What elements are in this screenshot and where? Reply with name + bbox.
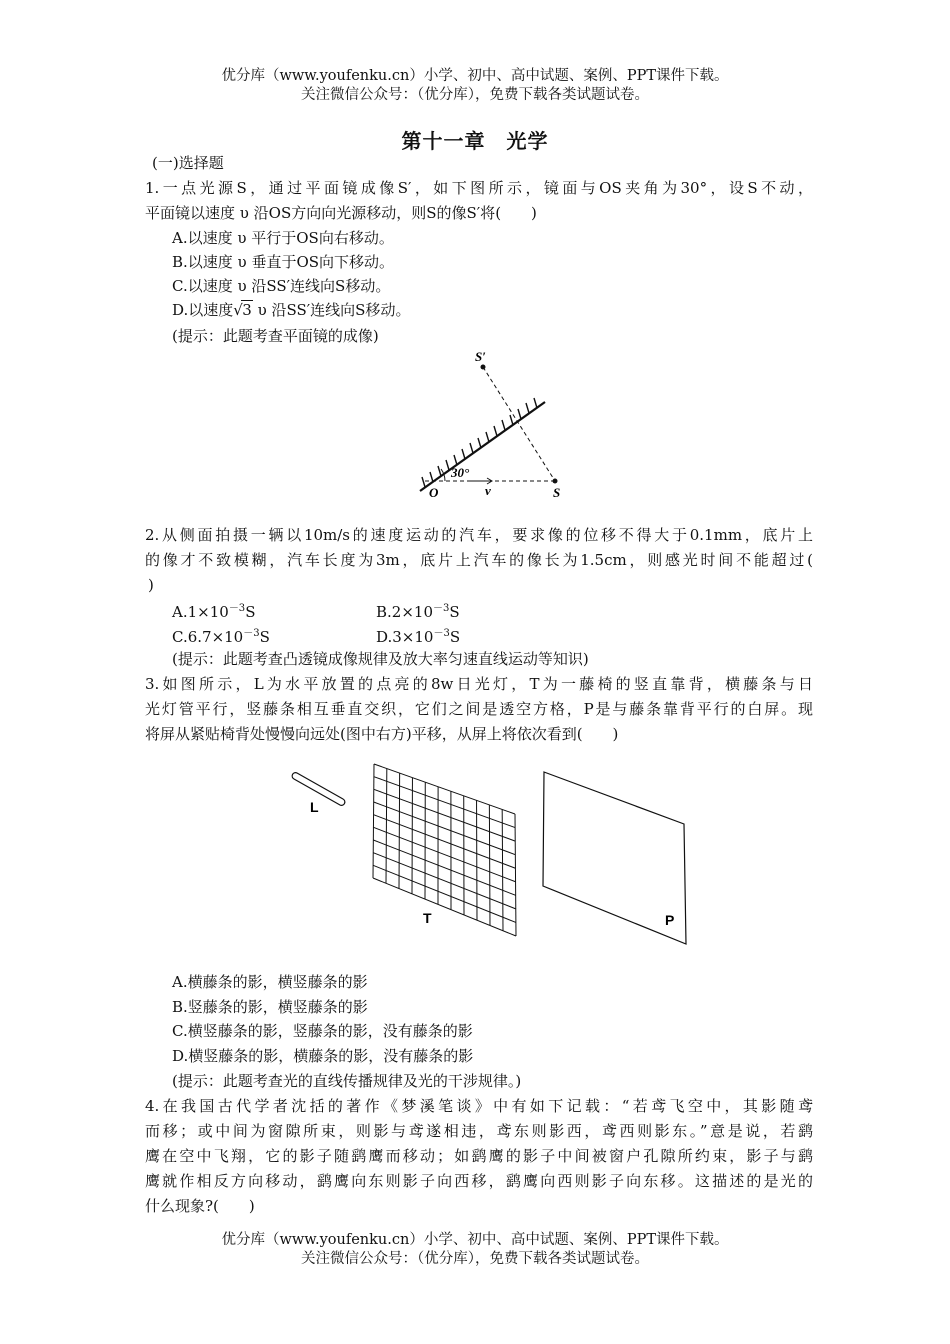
q2-option-a: [172, 599, 255, 622]
horizontal-rattan-strip: [374, 764, 515, 814]
horizontal-rattan-strip: [374, 777, 515, 828]
q3-line-3: 将屏从紧贴椅背处慢慢向远处(图中右方)平移，从屏上将依次看到( ): [145, 725, 619, 743]
horizontal-rattan-strip: [373, 853, 516, 909]
horizontal-rattan-strip: [374, 815, 516, 869]
ss-prime-dashed-line: [483, 367, 555, 481]
mirror-line: [420, 402, 545, 491]
vertical-rattan-strip: [399, 773, 400, 888]
mirror-diagram: [405, 345, 575, 505]
label-t: T: [423, 910, 432, 926]
q2-option-b-base: B.2×10: [376, 603, 433, 621]
q1-option-b: B.以速度 υ 垂直于OS向下移动。: [172, 253, 395, 271]
vertical-rattan-strip: [386, 769, 387, 884]
q2-option-c-exp: －3: [243, 628, 260, 639]
q2-option-a-exp: －3: [228, 603, 246, 614]
chapter-title: 第十一章 光学: [401, 129, 549, 153]
q2-option-c-unit: S: [259, 628, 270, 646]
q4-line-4: 鹰就作相反方向移动，鹞鹰向东则影子向西移，鹞鹰向西则影子向东移。这描述的是光的: [145, 1172, 813, 1190]
q3-option-d: D.横竖藤条的影，横藤条的影，没有藤条的影: [172, 1047, 474, 1065]
q3-line-1: 3.如图所示，L为水平放置的点亮的8w日光灯，T为一藤椅的竖直靠背，横藤条与日: [145, 675, 813, 693]
lamp-rattan-screen-diagram: [285, 758, 695, 948]
page-header: [0, 67, 950, 105]
header-line-2: 关注微信公众号：（优分库），免费下载各类试题试卷。: [301, 87, 649, 103]
q2-hint: (提示：此题考查凸透镜成像规律及放大率匀速直线运动等知识): [172, 650, 589, 668]
label-s: S: [553, 485, 561, 500]
q3-option-c: C.横竖藤条的影，竖藤条的影，没有藤条的影: [172, 1022, 473, 1040]
q2-option-b-unit: S: [449, 603, 460, 621]
q1-hint: (提示：此题考查平面镜的成像): [172, 327, 379, 345]
q2-option-a-unit: S: [245, 603, 256, 621]
q4-line-2: 而移；或中间为窗隙所束，则影与鸢遂相违，鸢东则影西，鸢西则影东。”意是说，若鹞: [145, 1122, 813, 1140]
footer-line-2: 关注微信公众号：（优分库），免费下载各类试题试卷。: [301, 1251, 649, 1267]
header-line-1: 优分库（www.youfenku.cn）小学、初中、高中试题、案例、PPT课件下载。: [221, 68, 729, 84]
section-label: (一)选择题: [152, 154, 224, 172]
q4-line-1: 4.在我国古代学者沈括的著作《梦溪笔谈》中有如下记载：“若鸢飞空中，其影随鸢: [145, 1097, 813, 1115]
q4-line-3: 鹰在空中飞翔，它的影子随鹞鹰而移动；如鹞鹰的影子中间被窗户孔隙所约束，影子与鹞: [145, 1147, 813, 1165]
vertical-rattan-strip: [373, 764, 374, 878]
q3-line-2: 光灯管平行，竖藤条相互垂直交织，它们之间是透空方格，P是与藤条靠背平行的白屏。现: [145, 700, 813, 718]
q2-option-b-exp: －3: [433, 603, 450, 614]
label-o: O: [429, 485, 439, 500]
q1-line-2: 平面镜以速度 υ 沿OS方向向光源移动，则S的像S′将( ): [145, 204, 537, 222]
q2-option-c-base: C.6.7×10: [172, 628, 244, 646]
sqrt-symbol: √ 3: [233, 301, 252, 319]
q3-option-b: B.竖藤条的影，横竖藤条的影: [172, 998, 368, 1016]
q2-option-d: [376, 624, 460, 647]
footer-line-1: 优分库（www.youfenku.cn）小学、初中、高中试题、案例、PPT课件下载。: [221, 1232, 729, 1248]
q2-option-c: [172, 624, 270, 647]
vertical-rattan-strip: [489, 805, 490, 926]
label-angle: 30°: [451, 465, 470, 480]
label-v: v: [485, 483, 491, 498]
vertical-rattan-strip: [502, 809, 503, 930]
q3-option-a: A.横藤条的影，横竖藤条的影: [172, 973, 368, 991]
q4-line-5: 什么现象?( ): [145, 1197, 255, 1215]
q2-line-3: ): [148, 576, 154, 594]
q2-option-a-base: A.1×10: [172, 603, 229, 621]
sqrt-radicand: 3: [242, 301, 252, 319]
q1-option-a: A.以速度 υ 平行于OS向右移动。: [172, 229, 394, 247]
q1-option-d-suffix: υ 沿SS′连线向S移动。: [252, 301, 411, 319]
vertical-rattan-strip: [515, 814, 516, 936]
label-p: P: [665, 912, 675, 928]
page-footer: [0, 1231, 950, 1269]
label-l: L: [310, 799, 319, 815]
q2-option-b: [376, 599, 460, 622]
rattan-grid: [373, 764, 516, 936]
label-s-prime: S′: [475, 349, 486, 364]
q2-line-1: 2.从侧面拍摄一辆以10m/s的速度运动的汽车，要求像的位移不得大于0.1mm，底片上: [145, 526, 813, 544]
q2-option-d-base: D.3×10: [376, 628, 434, 646]
q1-line-1: 1.一点光源S，通过平面镜成像S′，如下图所示，镜面与OS夹角为30°，设S不动，: [145, 179, 813, 197]
horizontal-rattan-strip: [374, 789, 515, 841]
q1-option-d-prefix: D.以速度: [172, 301, 234, 319]
q2-line-2: 的像才不致模糊，汽车长度为3m，底片上汽车的像长为1.5cm，则感光时间不能超过(: [145, 551, 813, 569]
q2-option-d-exp: －3: [433, 628, 450, 639]
q2-option-d-unit: S: [449, 628, 461, 646]
point-s-prime: [481, 365, 486, 370]
q3-hint: (提示：此题考查光的直线传播规律及光的干涉规律。): [172, 1072, 522, 1090]
q1-option-c: C.以速度 υ 沿SS′连线向S移动。: [172, 277, 391, 295]
q1-option-d: [172, 300, 410, 320]
point-s: [553, 479, 558, 484]
mirror-hatching: [422, 398, 537, 487]
horizontal-rattan-strip: [374, 802, 516, 855]
